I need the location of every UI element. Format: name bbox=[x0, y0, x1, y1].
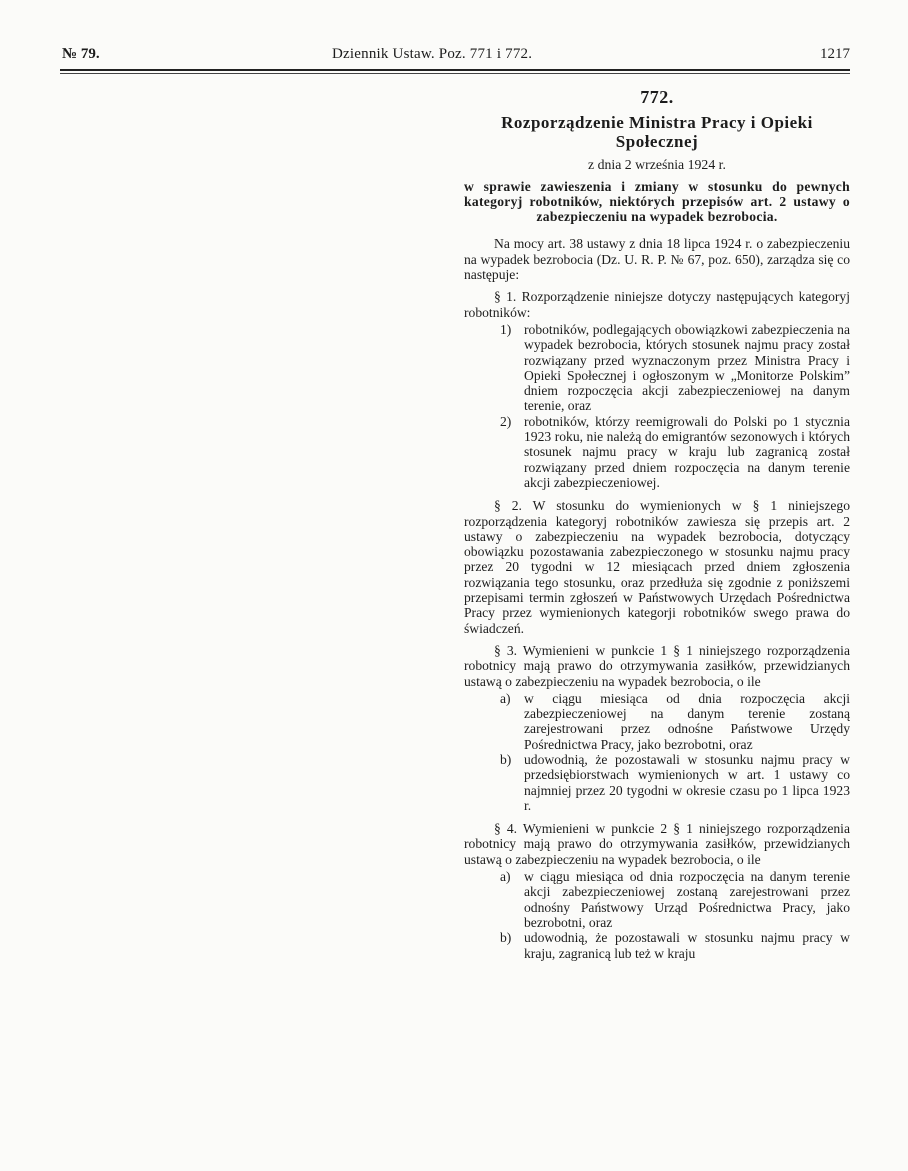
item-text: w ciągu miesiąca od dnia rozpoczęcia na danym terenie akcji zabezpieczeniowej zostaną zarejestrowani przez odnośny Państwowy Urząd Pośrednictwa Pracy, jako bezrobotni, oraz bbox=[524, 869, 850, 930]
section-3-item bbox=[464, 752, 850, 813]
preamble: Na mocy art. 38 ustawy z dnia 18 lipca 1924 r. o zabezpieczeniu na wypadek bezrobocia (Dz. U. R. P. № 67, poz. 650), zarządza się co następuje: bbox=[464, 236, 850, 283]
section-4-item bbox=[464, 869, 850, 930]
section-4-item bbox=[464, 930, 850, 961]
item-mark: a) bbox=[500, 869, 511, 885]
journal-title: Dziennik Ustaw. Poz. 771 i 772. bbox=[332, 46, 533, 62]
item-mark: 2) bbox=[500, 413, 512, 429]
section-4-intro: § 4. Wymienieni w punkcie 2 § 1 niniejszego rozporządzenia robotnicy mają prawo do otrzymywania zasiłków, przewidzianych ustawą o zabezpieczeniu na wypadek bezrobocia, o ile bbox=[464, 821, 850, 867]
page-number: 1217 bbox=[820, 46, 850, 62]
regulation-number: 772. bbox=[640, 88, 674, 107]
text-column bbox=[464, 88, 850, 1163]
regulation-title bbox=[464, 113, 850, 151]
item-mark: b) bbox=[500, 930, 512, 946]
page-header bbox=[62, 46, 850, 68]
section-1-intro: § 1. Rozporządzenie niniejsze dotyczy następujących kategoryj robotników: bbox=[464, 289, 850, 320]
issue-number: № 79. bbox=[62, 46, 100, 62]
item-mark: a) bbox=[500, 690, 511, 706]
section-3-item bbox=[464, 691, 850, 752]
item-mark: 1) bbox=[500, 321, 512, 337]
item-text: udowodnią, że pozostawali w stosunku najmu pracy w przedsiębiorstwach wymienionych w art. 1 ustawy co najmniej przez 20 tygodni w okresie czasu po 1 lipca 1923 r. bbox=[524, 751, 850, 813]
header-rule-thin bbox=[60, 73, 850, 74]
section-1-item bbox=[464, 322, 850, 414]
regulation-title-line-1: Rozporządzenie Ministra Pracy i Opieki bbox=[501, 113, 813, 133]
header-rule bbox=[60, 69, 850, 71]
item-text: w ciągu miesiąca od dnia rozpoczęcia akcji zabezpieczeniowej na danym terenie zostaną zarejestrowani przez odnośne Państwowe Urzędy Pośrednictwa Pracy, jako bezrobotni, oraz bbox=[524, 690, 850, 752]
section-1-item bbox=[464, 414, 850, 490]
section-2: § 2. W stosunku do wymienionych w § 1 niniejszego rozporządzenia kategoryj robotników zawiesza się przepis art. 2 ustawy o zabezpieczeniu na wypadek bezrobocia, dotyczący obowiązku pozostawania zabezpieczonego w stosunku najmu pracy przez 20 tygodni w 12 miesiącach przed dniem zgłoszenia rozwiązania tego stosunku, oraz przedłuża się zgodnie z poniższemi przepisami termin zgłoszeń w Państwowych Urzędach Pośrednictwa Pracy przez wymienionych kategorji robotników swego prawa do świadczeń. bbox=[464, 498, 850, 636]
regulation-subject: w sprawie zawieszenia i zmiany w stosunku do pewnych kategoryj robotników, niektórych przepisów art. 2 ustawy o zabezpieczeniu na wypadek bezrobocia. bbox=[464, 178, 850, 225]
item-mark: b) bbox=[500, 751, 512, 767]
item-text: robotników, podlegających obowiązkowi zabezpieczenia na wypadek bezrobocia, których stosunek najmu pracy został rozwiązany przed wyznaczonym przez Ministra Pracy i Opieki Społecznej i ogłoszonym w „Monitorze Polskim” dniem rozpoczęcia akcji zabezpieczeniowej na danym terenie, oraz bbox=[524, 321, 850, 414]
regulation-title-line-2: Społecznej bbox=[615, 132, 699, 152]
regulation-date: z dnia 2 września 1924 r. bbox=[588, 157, 726, 173]
item-text: robotników, którzy reemigrowali do Polski po 1 stycznia 1923 roku, nie należą do emigrantów sezonowych i których stosunek najmu pracy w kraju lub zagranicą został rozwiązany przed dniem rozpoczęcia na danym terenie akcji zabezpieczeniowej. bbox=[524, 413, 850, 490]
item-text: udowodnią, że pozostawali w stosunku najmu pracy w kraju, zagranicą lub też w kraju bbox=[524, 930, 850, 961]
section-3-intro: § 3. Wymienieni w punkcie 1 § 1 niniejszego rozporządzenia robotnicy mają prawo do otrzymywania zasiłków, przewidzianych ustawą o zabezpieczeniu na wypadek bezrobocia, o ile bbox=[464, 642, 850, 689]
